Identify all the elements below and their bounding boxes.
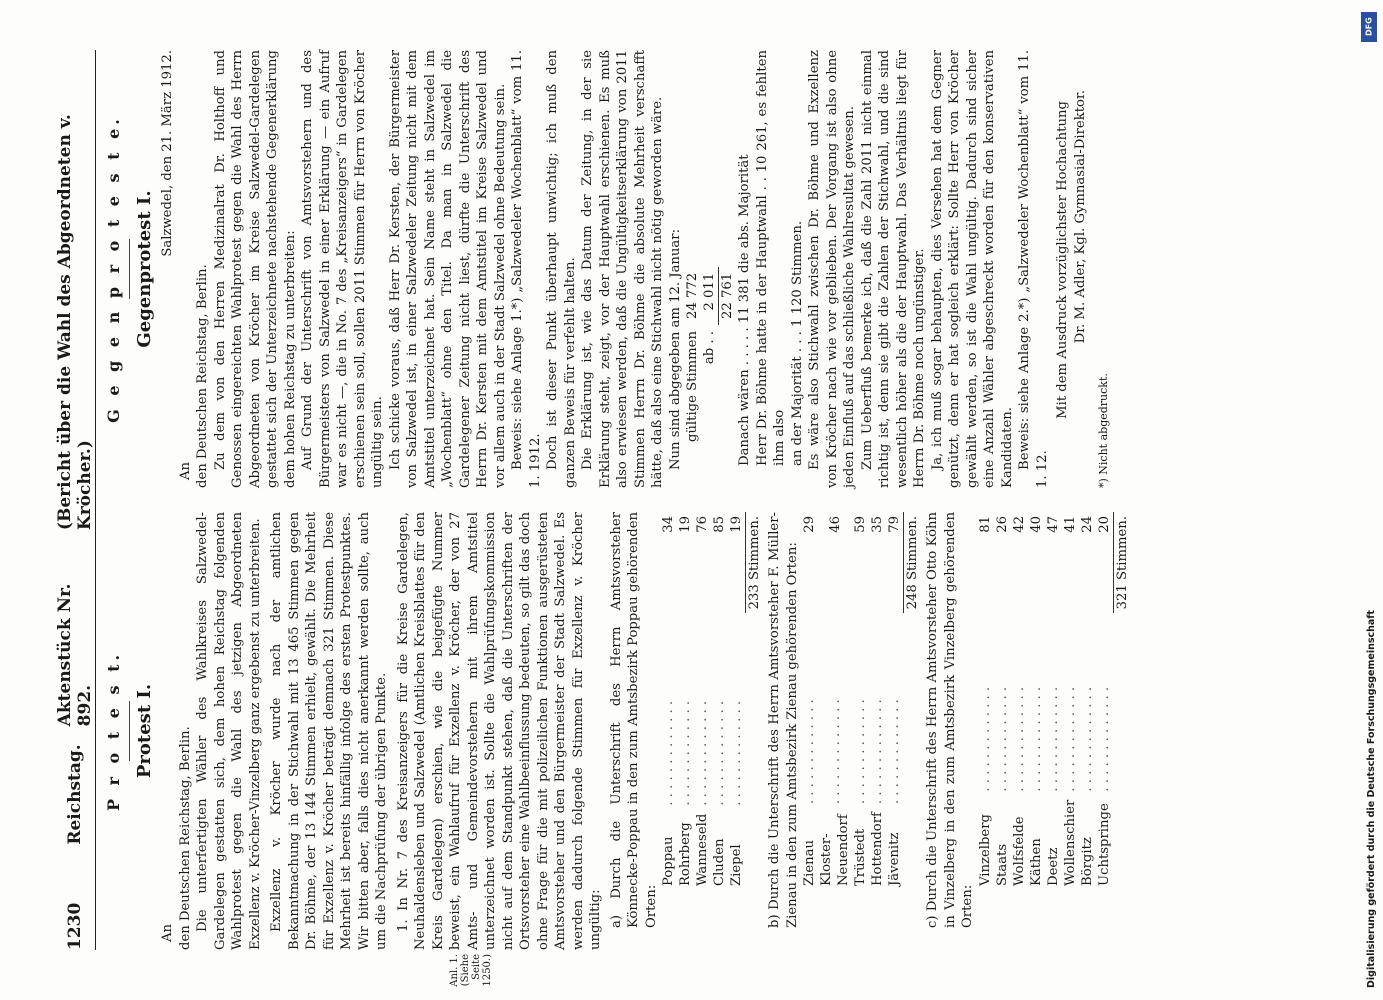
place-name: Wanneseld — [695, 813, 710, 886]
calc-row — [684, 267, 701, 448]
margin-note-ref: (Siehe Seite 1250.) — [459, 954, 493, 987]
table-row — [869, 512, 886, 890]
place-name: Deetz — [1045, 847, 1061, 886]
vote-count: 19 — [678, 516, 693, 533]
leader-dots: . . . . . . . . . . . . . — [802, 699, 817, 805]
vote-count: 20 — [1096, 512, 1114, 613]
vote-count: 40 — [1028, 516, 1044, 533]
place-name: Trüstedt — [853, 828, 868, 886]
paragraph: Ja, ich muß sogar behaupten, dies Versehen hat dem Gegner genützt, denn er hat sogleich erklärt: Sollte Herr von Kröcher gewählt werden, so ist die Wahl ungültig. Dadurch sind sicher eine Anzahl Wähler abgeschreckt worden für den konservativen Kandidaten. — [929, 50, 1015, 488]
table-row — [852, 512, 869, 890]
table-row — [711, 512, 728, 890]
vote-total: 248 Stimmen. — [905, 516, 920, 610]
leader-dots: . . . . . . . . . . . . . — [729, 700, 745, 806]
table-row — [1096, 512, 1114, 890]
vote-count: 85 — [712, 516, 727, 533]
margin-note — [449, 954, 493, 1000]
place-name: Kloster-Neuendorf — [819, 814, 851, 886]
vote-total: 233 Stimmen. — [747, 516, 762, 610]
vote-total: 321 Stimmen. — [1114, 516, 1130, 610]
paragraph: Die Erklärung ist, wie das Datum der Zeitung, in der sie Erklärung steht, zeigt, vor der Hauptwahl erschienen. Es muß also erwiesen werden, daß die Ungültigkeitserklärung von 2011 Stimmen Herrn Dr. Böhme die absolute Mehrheit verschafft hätte, daß also eine Stichwahl nicht nötig geworden wäre. — [580, 50, 665, 488]
table-row — [694, 512, 711, 890]
addressee: den Deutschen Reichstag, Berlin. — [177, 726, 193, 950]
vote-count: 24 — [1079, 516, 1095, 533]
vote-count: 29 — [802, 516, 817, 533]
footnote: *) Nicht abgedruckt. — [1097, 373, 1110, 488]
table-row — [1045, 512, 1062, 890]
table-row — [1062, 512, 1079, 890]
place-name: Vinzelberg — [977, 814, 993, 886]
vote-count: 19 — [728, 512, 746, 613]
table-row — [677, 512, 694, 890]
leader-dots: . . . . . . . . . . . . . — [661, 700, 676, 806]
table-row — [1011, 512, 1028, 890]
vote-count: 81 — [977, 516, 993, 533]
left-column — [103, 512, 1131, 987]
calc-value: 24 772 — [685, 272, 700, 320]
page-header — [55, 50, 96, 950]
leader-dots: . . . . . . . . . . . . . — [1028, 686, 1044, 792]
dfg-logo-icon: DFG — [1361, 12, 1377, 42]
leader-dots: . . . . . . . . . . . . . — [1096, 686, 1112, 792]
calc-label: gültige Stimmen — [685, 331, 700, 442]
paragraph: Zu dem von den Herren Medizinalrat Dr. Holthoff und Genossen eingereichten Wahlprotest gegen die Wahl des Herrn Abgeordneten von Kröcher im Kreise Salzwedel-Gardelegen gestattet sich der Unterzeichnete nachstehende Gegenerklärung dem hohen Reichstag zu unterbreiten: — [212, 50, 298, 488]
place-name: Ziepel — [729, 844, 745, 886]
leader-dots: . . . . . . . . . . . . . — [1079, 686, 1095, 792]
leader-dots: . . . . . . . . . . . . . — [1062, 686, 1078, 792]
leader-dots: . . . . . . . . . . . . . — [678, 700, 693, 806]
addressee: den Deutschen Reichstag, Berlin. — [195, 264, 210, 488]
place-name: Börgitz — [1079, 837, 1095, 886]
place-name: Käthen — [1028, 838, 1044, 886]
votes-table-a — [660, 512, 763, 890]
paragraph: 1. In Nr. 7 des Kreisanzeigers für die Kreise Gardelegen, Neuhaldensleben und Salzwedel (Amtlichen Kreisblattes für den Kreis Gardelegen) erschien, wie die beigefügte Nummer beweist, ein Wahlaufruf für Exzellenz v. Kröcher, der von 27 Amts- und Gemeindevorstehern mit ihrem Amtstitel unterzeichnet worden ist. Sollte die Wahlprüfungskommission nicht auf dem Standpunkt stehen, daß die Unterschriften der Ortsvorsteher eine Wahlbeeinflussung bedeuten, so gilt das doch ohne Frage für die mit polizeilichen Funktionen ausgerüsteten Amtsvorsteher und den Bürgermeister der Stadt Salzwedel. Es werden dadurch folgende Stimmen für Exzellenz v. Kröcher ungültig: — [395, 512, 603, 950]
vote-count: 46 — [827, 516, 843, 533]
table-row — [818, 512, 852, 890]
vote-count: 76 — [695, 516, 710, 533]
leader-dots: . . . . . . . . . . . . . — [1045, 686, 1061, 792]
place-name: Wollenschier — [1062, 799, 1078, 886]
vote-count: 26 — [994, 516, 1010, 533]
list-intro-b: b) Durch die Unterschrift des Herrn Amtsvorsteher F. Müller-Zienau in den zum Amtsbezirk Zienau gehörenden Orten: — [767, 512, 800, 928]
divider — [129, 239, 130, 299]
dfg-credit: Digitalisierung gefördert durch die Deutsche Forschungsgemeinschaft — [1366, 610, 1377, 988]
header-title: Aktenstück Nr. 892. — [55, 583, 95, 727]
place-name: Jävenitz — [887, 832, 903, 886]
table-row — [728, 512, 746, 890]
place-name: Wolfsfelde — [1011, 816, 1027, 886]
margin-note-label: Anl. 1. — [448, 954, 460, 987]
addressee-an: An — [177, 461, 193, 480]
paragraph: Die unterfertigten Wähler des Wahlkreises Salzwedel-Gardelegen gestatten sich, dem hohen Reichstag folgenden Wahlprotest gegen die Wahl des jetzigen Abgeordneten Exzellenz v. Kröcher-Vinzelberg ganz ergebenst zu unterbreiten. — [195, 512, 263, 950]
table-row — [994, 512, 1011, 890]
list-intro-a: a) Durch die Unterschrift des Herrn Amtsvorsteher Könnecke-Poppau in den zum Amtsbezirk Poppau gehörenden Orten: — [608, 512, 659, 928]
place-name: Rohrberg — [678, 822, 693, 886]
protest-section-title: P r o t e s t. — [104, 650, 123, 812]
place-name: Hottendorf — [870, 812, 885, 886]
place-name: Cluden — [712, 838, 727, 886]
paragraph: Danach wären . . . . . 11 381 die abs. Majorität — [737, 154, 752, 466]
votes-table-c — [977, 512, 1131, 890]
votes-table-b — [801, 512, 921, 890]
table-row — [1028, 512, 1045, 890]
vote-count: 47 — [1045, 516, 1061, 533]
leader-dots: . . . . . . . . . . . . . — [870, 699, 885, 805]
list-intro-c: c) Durch die Unterschrift des Herrn Amtsvorsteher Otto Köhn in Vinzelberg in den zum Amtsbezirk Vinzelberg gehörenden Orten: — [925, 512, 975, 928]
paragraph: Es wäre also Stichwahl zwischen Dr. Böhme und Exzellenz von Kröcher nach wie vor geblieben. Der Vorgang ist also ohne jeden Einfluß auf das schließliche Wahlresultat gewesen. — [807, 50, 857, 488]
right-column — [103, 50, 1113, 488]
vote-count: 35 — [870, 516, 885, 533]
header-subtitle: (Bericht über die Wahl des Abgeordneten v. Kröcher.) — [55, 114, 95, 531]
leader-dots: . . . . . . . . . . . . . — [977, 686, 993, 792]
paragraph: Auf Grund der Unterschrift von Amtsvorstehern und des Bürgermeisters von Salzwedel in einer Erklärung — ein Aufruf war es nicht —, die in No. 7 des „Kreisanzeigers“ in Gardelegen erschienen sein soll, sollen 2011 Stimmen für Herrn von Kröcher ungültig sein. — [300, 50, 385, 488]
addressee-an: An — [160, 923, 175, 942]
paragraph: Zum Ueberfluß bemerke ich, daß die Zahl 2011 nicht einmal richtig ist, denn sie gibt die Zahlen der Stichwahl, und die sind wesentlich höher als die der Hauptwahl. Das Verhältnis liegt für Herrn Dr. Böhme noch ungünstiger. — [859, 50, 927, 488]
calc-row — [719, 267, 737, 448]
place-name: Uchtspringe — [1096, 803, 1112, 886]
place-date: Salzwedel, den 21. März 1912. — [160, 50, 175, 257]
paragraph: Beweis: siehe Anlage 1.*) „Salzwedeler Wochenblatt“ vom 11. 1. 1912. — [510, 50, 543, 488]
calc-row — [701, 267, 719, 448]
total-row — [1113, 512, 1131, 890]
vote-count: 59 — [853, 516, 868, 533]
vote-count: 34 — [661, 516, 676, 533]
leader-dots: . . . . . . . . . . . . . — [853, 699, 868, 805]
calc-value: 2 011 — [701, 267, 719, 325]
table-row — [977, 512, 994, 890]
calc-label: ab . . — [702, 331, 718, 365]
table-row — [1079, 512, 1096, 890]
paragraph: Doch ist dieser Punkt überhaupt unwichtig; ich muß den ganzen Beweis für verfehlt halten. — [545, 50, 578, 488]
table-row — [660, 512, 677, 890]
rotated-content — [55, 50, 1295, 987]
protest-heading: Protest I. — [133, 683, 155, 779]
paragraph: Beweis: siehe Anlage 2.*) „Salzwedeler Wochenblatt“ vom 11. 1. 12. — [1017, 50, 1050, 488]
closing: Mit dem Ausdruck vorzüglichster Hochachtung — [1055, 101, 1070, 419]
paragraph: Exzellenz v. Kröcher wurde nach der amtlichen Bekanntmachung in der Stichwahl mit 13 465 Stimmen gegen Dr. Böhme, der 13 144 Stimmen erhielt, gewählt. Die Mehrheit für Exzellenz v. Kröcher beträgt demnach 321 Stimmen. Diese Mehrheit ist bereits hinfällig infolge des ersten Protestpunktes. Wir bitten aber, falls dies nicht anerkannt werden sollte, auch um die Nachprüfung der übrigen Punkte. — [269, 512, 389, 950]
vote-count: 42 — [1011, 516, 1027, 533]
table-row — [886, 512, 904, 890]
page-number: 1230 — [65, 902, 85, 950]
paragraph: Ich schicke voraus, daß Herr Dr. Kersten, der Bürgermeister von Salzwedel ist, in einer Salzwedeler Zeitung nicht mit dem Amtstitel unterzeichnet hat. Sein Name steht in Salzwedel im „Wochenblatt“ ohne den Titel. Da man in Salzwedel die Gardelegener Zeitung nicht liest, dürfte die Unterschrift des Herrn Dr. Kersten mit dem Amtstitel im Kreise Salzwedel und vor allem auch in der Stadt Salzwedel ohne Bedeutung sein. — [387, 50, 508, 488]
gegenproteste-section-title: G e g e n p r o t e s t e. — [104, 115, 123, 423]
leader-dots: . . . . . . . . . . . . . — [695, 700, 710, 806]
vote-count: 41 — [1062, 516, 1078, 533]
paragraph: Nun sind abgegeben am 12. Januar: — [667, 228, 683, 470]
header-left: Reichstag. — [65, 744, 85, 845]
leader-dots: . . . . . . . . . . . . . — [887, 699, 903, 805]
leader-dots: . . . . . . . . . . . . . — [712, 700, 727, 806]
gegenprotest-heading: Gegenprotest I. — [133, 190, 155, 348]
leader-dots: . . . . . . . . . . . . . — [994, 686, 1010, 792]
leader-dots: . . . . . . . . . . . . . — [827, 699, 843, 805]
place-name: Staats — [994, 843, 1010, 886]
calculation-table — [684, 267, 736, 448]
vote-count: 79 — [886, 512, 904, 613]
total-row — [904, 512, 922, 890]
divider — [129, 701, 130, 761]
calc-value: 22 761 — [720, 272, 735, 320]
signature: Dr. M. Adler, Kgl. Gymnasial-Direktor. — [1072, 90, 1088, 344]
total-row — [746, 512, 764, 890]
paragraph: an der Majorität . . . 1 120 Stimmen. — [789, 220, 805, 466]
paragraph: Herr Dr. Böhme hatte in der Hauptwahl . . 10 261, es fehlten ihm also — [754, 50, 787, 466]
leader-dots: . . . . . . . . . . . . . — [1011, 686, 1027, 792]
dfg-sidebar — [1359, 4, 1379, 994]
table-row — [801, 512, 818, 890]
place-name: Zienau — [802, 839, 817, 886]
place-name: Poppau — [661, 836, 676, 886]
